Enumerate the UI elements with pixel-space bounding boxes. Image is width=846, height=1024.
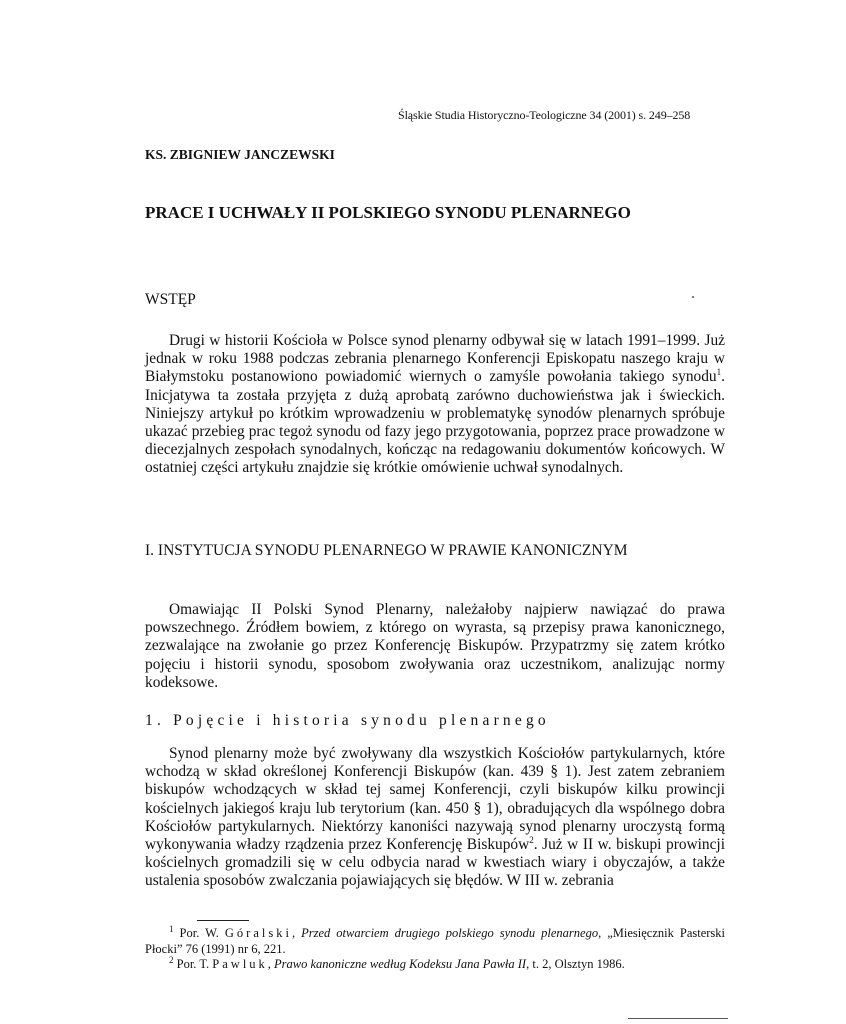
subsection-text-a: Synod plenarny może być zwoływany dla wszystkich Kościołów partykularnych, które wchodzą w skład określonej Konferencji Biskupów (kan. 439 § 1). Jest zatem zebraniem biskupów wchodzących w skład tej samej Konferencji, czyli biskupów kilku prowincji kościelnych jakiegoś kraju lub terytorium (kan. 450 § 1), obradujących dla wspólnego dobra Kościołów partykularnych. Niektórzy kanoniści nazywają synod plenarny uroczystą formą wykonywania władzy rządzenia przez Konferencję Biskupów	[145, 745, 725, 854]
subsection-text-b: . Już w II w. biskupi prowincji kościelnych gromadzili się w celu odbycia narad w kwestiach wiary i obyczajów, a także ustalenia sposobów zwalczania pojawiających się błędów. W III w. zebrania	[145, 836, 725, 890]
article-title: PRACE I UCHWAŁY II POLSKIEGO SYNODU PLENARNEGO	[145, 203, 631, 222]
footnote-author: Góralski	[224, 926, 292, 940]
section-1-paragraph: Omawiając II Polski Synod Plenarny, należałoby najpierw nawiązać do prawa powszechnego. Źródłem bowiem, z którego on wyrasta, są przepisy prawa kanonicznego, zezwalające na zwołanie go przez Konferencję Biskupów. Przypatrzmy się zatem krótko pojęciu i historii synodu, sposobom zwoływania oraz uczestnikom, analizując normy kodeksowe.	[145, 601, 725, 691]
footnote-sep: ,	[291, 926, 302, 940]
scan-speck	[692, 296, 694, 298]
footnote-work: Przed otwarciem drugiego polskiego synodu plenarnego	[301, 926, 599, 940]
footnote-author: Pawluk	[212, 957, 268, 971]
footnote-work: Prawo kanoniczne według Kodeksu Jana Pawła II	[274, 957, 527, 971]
section-heading-intro: WSTĘP	[145, 291, 196, 308]
section-heading-1: I. INSTYTUCJA SYNODU PLENARNEGO W PRAWIE KANONICZNYM	[145, 542, 628, 559]
footnote-ref-1[interactable]: 1	[716, 367, 722, 378]
intro-paragraph	[145, 332, 725, 478]
footnote-ref-2[interactable]: 2	[529, 834, 534, 845]
subsection-heading-1-1: 1. Pojęcie i historia synodu plenarnego	[145, 712, 550, 729]
scan-edge-line	[628, 1018, 728, 1019]
footnote-1	[145, 923, 726, 957]
intro-text-b: . Inicjatywa ta została przyjęta z dużą aprobatą zarówno duchowieństwa jak i świeckich. Niniejszy artykuł po krótkim wprowadzeniu w problematykę synodów plenarnych spróbuje ukazać przebieg prac tegoż synodu od fazy jego przygotowania, poprzez prace prowadzone w diecezjalnych zespołach synodalnych, kończąc na redagowaniu dokumentów końcowych. W ostatniej części artykułu znajdzie się krótkie omówienie uchwał synodalnych.	[145, 368, 725, 477]
author-name: KS. ZBIGNIEW JANCZEWSKI	[145, 147, 335, 162]
journal-header: Śląskie Studia Historyczno-Teologiczne 34 (2001) s. 249–258	[398, 108, 691, 122]
footnote-mark: 2	[169, 954, 174, 965]
footnote-divider	[197, 920, 249, 921]
intro-text-a: Drugi w historii Kościoła w Polsce synod plenarny odbywał się w latach 1991–1999. Już jednak w roku 1988 podczas zebrania plenarnego Konferencji Episkopatu naszego kraju w Białymstoku postanowiono powiadomić wiernych o zamyśle powołania takiego synodu	[145, 332, 725, 386]
footnote-prefix: Por. T.	[173, 957, 213, 971]
footnote-mark: 1	[169, 923, 174, 934]
footnote-sep: ,	[267, 957, 275, 971]
footnote-rest: , „Miesięcznik Pasterski Płocki” 76 (1991) nr 6, 221.	[145, 926, 726, 956]
footnote-rest: , t. 2, Olsztyn 1986.	[526, 957, 625, 971]
subsection-1-1-paragraph	[145, 745, 725, 891]
footnotes	[145, 923, 726, 973]
footnote-2	[145, 954, 725, 973]
footnote-prefix: Por. W.	[173, 926, 225, 940]
